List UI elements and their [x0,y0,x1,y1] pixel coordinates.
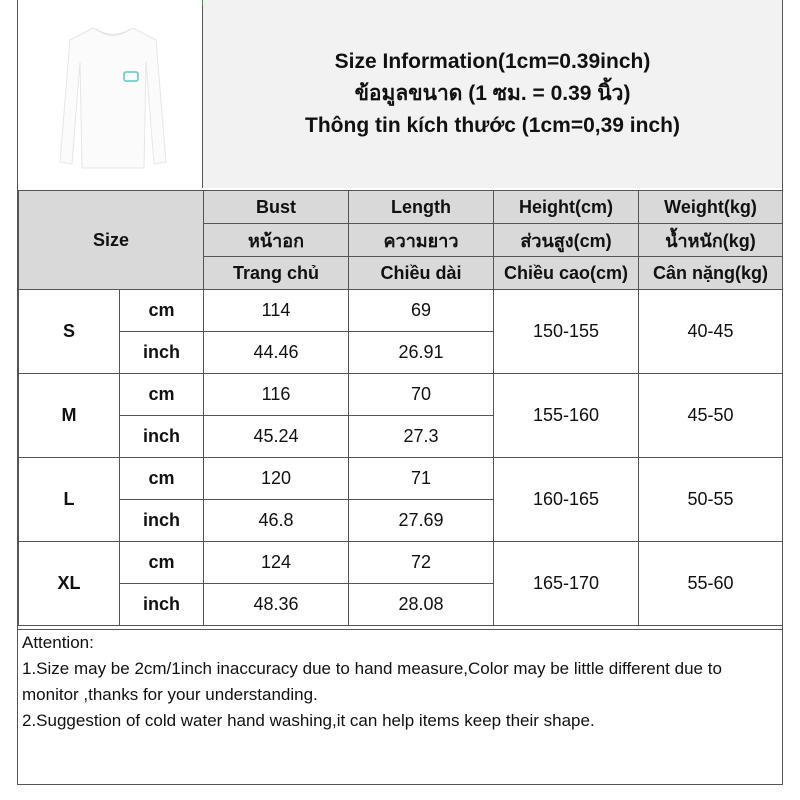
unit-label: cm [120,458,204,500]
col-header-height-th: ส่วนสูง(cm) [494,224,639,257]
size-header: Size [19,191,204,290]
col-header-weight: Weight(kg) [639,191,783,224]
unit-label: inch [120,332,204,374]
unit-label: inch [120,500,204,542]
height-range: 160-165 [494,458,639,542]
col-header-height: Height(cm) [494,191,639,224]
table-row [19,542,783,584]
unit-label: cm [120,290,204,332]
bust-cm: 116 [204,374,349,416]
notes-heading: Attention: [22,633,94,652]
weight-range: 55-60 [639,542,783,626]
table-row [19,374,783,416]
table-row [19,458,783,500]
col-header-bust-th: หน้าอก [204,224,349,257]
unit-label: cm [120,374,204,416]
title-english: Size Information(1cm=0.39inch) [334,50,651,73]
length-cm: 71 [349,458,494,500]
attention-notes [18,629,782,784]
unit-label: inch [120,584,204,626]
col-header-length-vi: Chiều dài [349,257,494,290]
bust-cm: 114 [204,290,349,332]
size-name: XL [19,542,120,626]
col-header-length: Length [349,191,494,224]
bust-cm: 120 [204,458,349,500]
height-range: 165-170 [494,542,639,626]
length-inch: 26.91 [349,332,494,374]
title-box [203,0,782,188]
unit-label: inch [120,416,204,458]
tshirt-icon [58,22,168,172]
length-inch: 27.3 [349,416,494,458]
col-header-height-vi: Chiều cao(cm) [494,257,639,290]
size-name: M [19,374,120,458]
col-header-weight-th: น้ำหนัก(kg) [639,224,783,257]
bust-inch: 44.46 [204,332,349,374]
col-header-bust-vi: Trang chủ [204,257,349,290]
title-thai: ข้อมูลขนาด (1 ซม. = 0.39 นิ้ว) [354,82,631,105]
size-chart [17,0,783,785]
unit-label: cm [120,542,204,584]
table-row [19,290,783,332]
length-cm: 72 [349,542,494,584]
size-table [18,190,783,626]
header-row-en [19,191,783,224]
size-name: S [19,290,120,374]
length-inch: 28.08 [349,584,494,626]
product-photo [18,0,203,188]
title-vietnamese: Thông tin kích thước (1cm=0,39 inch) [305,114,680,137]
weight-range: 40-45 [639,290,783,374]
bust-cm: 124 [204,542,349,584]
header [18,0,782,190]
length-cm: 70 [349,374,494,416]
bust-inch: 48.36 [204,584,349,626]
length-cm: 69 [349,290,494,332]
note-line-2: 2.Suggestion of cold water hand washing,it can help items keep their shape. [22,711,595,730]
col-header-bust: Bust [204,191,349,224]
bust-inch: 45.24 [204,416,349,458]
height-range: 155-160 [494,374,639,458]
weight-range: 45-50 [639,374,783,458]
length-inch: 27.69 [349,500,494,542]
bust-inch: 46.8 [204,500,349,542]
col-header-length-th: ความยาว [349,224,494,257]
col-header-weight-vi: Cân nặng(kg) [639,257,783,290]
height-range: 150-155 [494,290,639,374]
note-line-1: 1.Size may be 2cm/1inch inaccuracy due to hand measure,Color may be little different due to monitor ,thanks for your understanding. [22,659,722,704]
weight-range: 50-55 [639,458,783,542]
size-name: L [19,458,120,542]
